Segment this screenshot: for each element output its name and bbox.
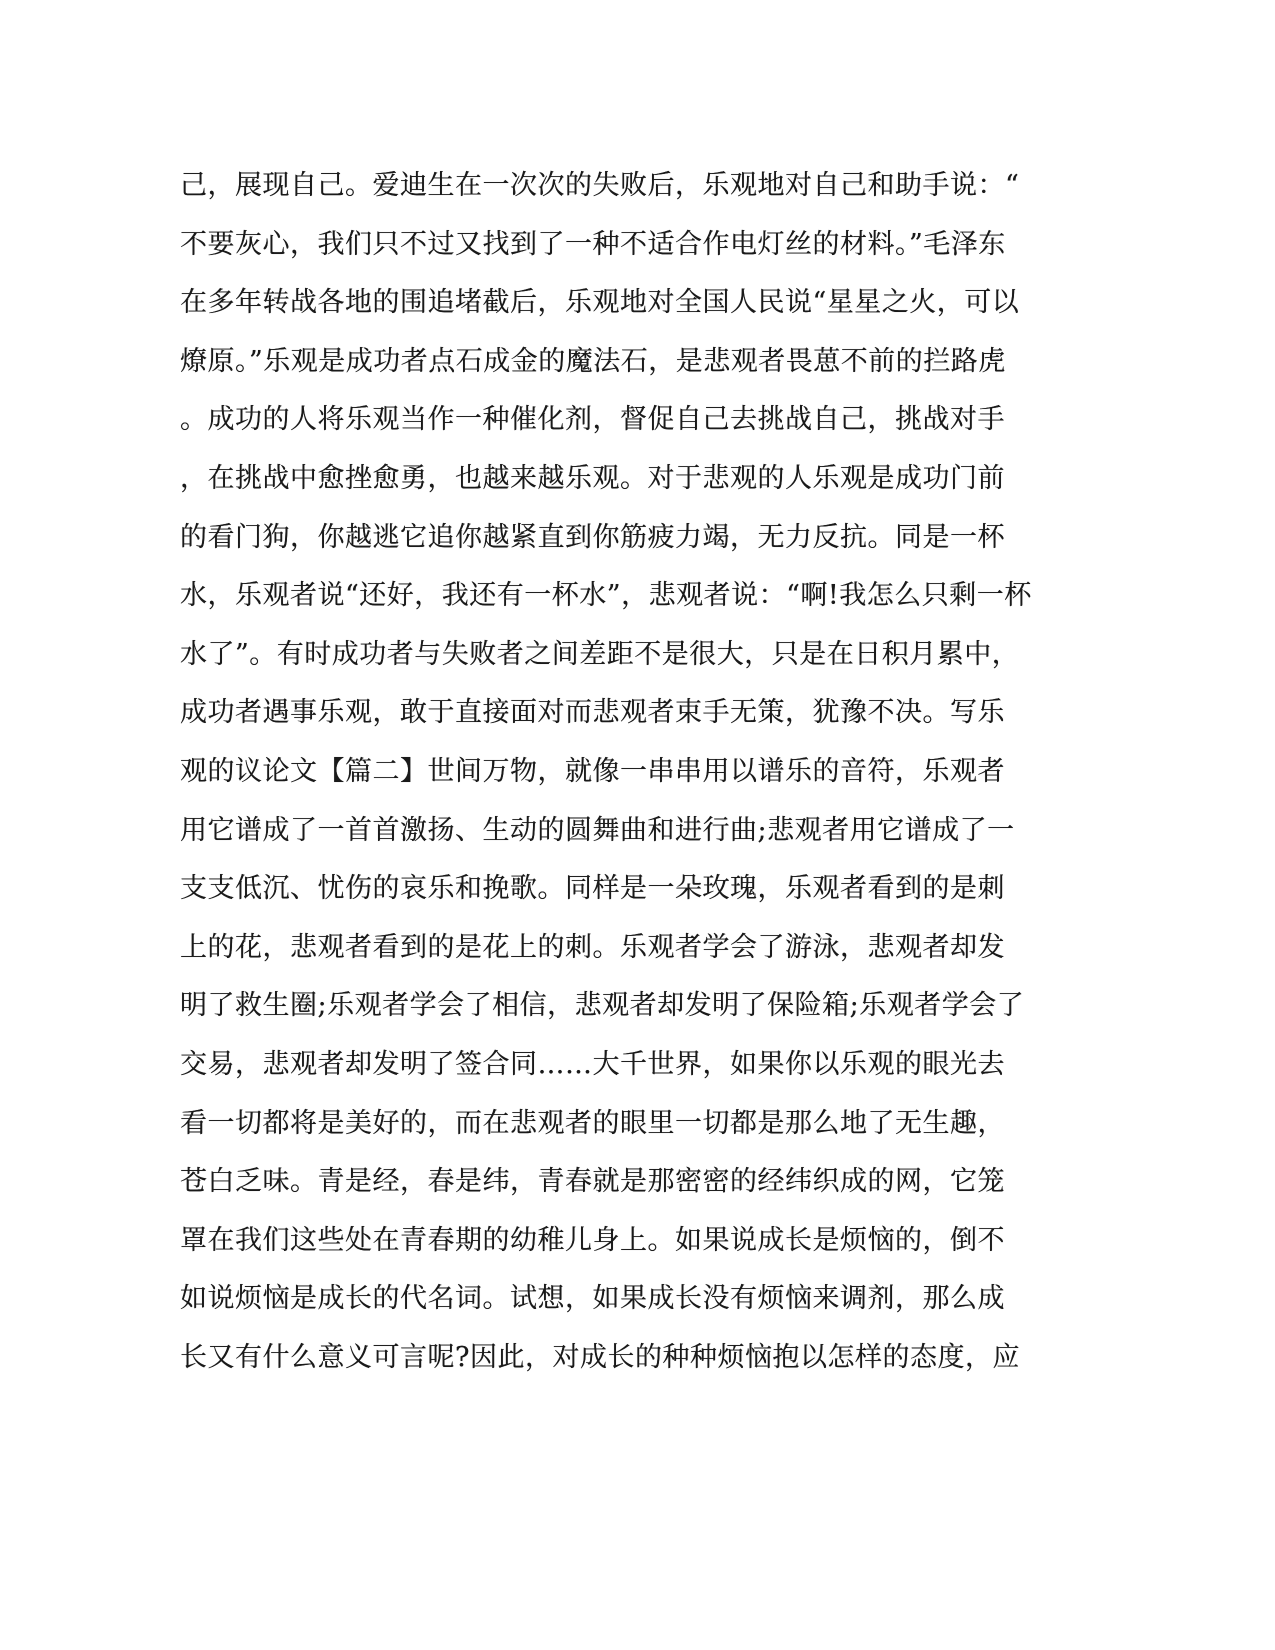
- body-text: [180, 157, 1080, 1387]
- text-line: 观的议论文【篇二】世间万物，就像一串串用以谱乐的音符，乐观者: [180, 755, 1005, 787]
- text-line: 水，乐观者说“还好，我还有一杯水”，悲观者说：“啊!我怎么只剩一杯: [180, 580, 1032, 612]
- text-line: 用它谱成了一首首激扬、生动的圆舞曲和进行曲;悲观者用它谱成了一: [180, 814, 1015, 846]
- text-line: 看一切都将是美好的，而在悲观者的眼里一切都是那么地了无生趣，: [180, 1107, 1005, 1139]
- text-line: 的看门狗，你越逃它追你越紧直到你筋疲力竭，无力反抗。同是一杯: [180, 521, 1005, 553]
- text-line: 。成功的人将乐观当作一种催化剂，督促自己去挑战自己，挑战对手: [180, 404, 1005, 436]
- text-line: 水了”。有时成功者与失败者之间差距不是很大，只是在日积月累中，: [180, 638, 1020, 670]
- text-line: 交易，悲观者却发明了签合同……大千世界，如果你以乐观的眼光去: [180, 1048, 1005, 1080]
- text-line: 成功者遇事乐观，敢于直接面对而悲观者束手无策，犹豫不决。写乐: [180, 697, 1005, 729]
- text-line: 如说烦恼是成长的代名词。试想，如果成长没有烦恼来调剂，那么成: [180, 1283, 1005, 1315]
- text-line: 燎原。”乐观是成功者点石成金的魔法石，是悲观者畏葸不前的拦路虎: [180, 345, 1006, 377]
- text-line: 不要灰心，我们只不过又找到了一种不适合作电灯丝的材料。”毛泽东: [180, 228, 1006, 260]
- text-line: 长又有什么意义可言呢?因此，对成长的种种烦恼抱以怎样的态度，应: [180, 1341, 1020, 1373]
- text-line: 支支低沉、忧伤的哀乐和挽歌。同样是一朵玫瑰，乐观者看到的是刺: [180, 873, 1005, 905]
- text-line: 己，展现自己。爱迪生在一次次的失败后，乐观地对自己和助手说：“: [180, 170, 1020, 201]
- text-line: 苍白乏味。青是经，春是纬，青春就是那密密的经纬织成的网，它笼: [180, 1166, 1005, 1198]
- text-line: ，在挑战中愈挫愈勇，也越来越乐观。对于悲观的人乐观是成功门前: [180, 462, 1005, 494]
- text-line: 罩在我们这些处在青春期的幼稚儿身上。如果说成长是烦恼的，倒不: [180, 1224, 1005, 1256]
- text-line: 在多年转战各地的围追堵截后，乐观地对全国人民说“星星之火，可以: [180, 287, 1020, 319]
- text-line: 上的花，悲观者看到的是花上的刺。乐观者学会了游泳，悲观者却发: [180, 931, 1005, 963]
- text-line: 明了救生圈;乐观者学会了相信，悲观者却发明了保险箱;乐观者学会了: [180, 990, 1025, 1022]
